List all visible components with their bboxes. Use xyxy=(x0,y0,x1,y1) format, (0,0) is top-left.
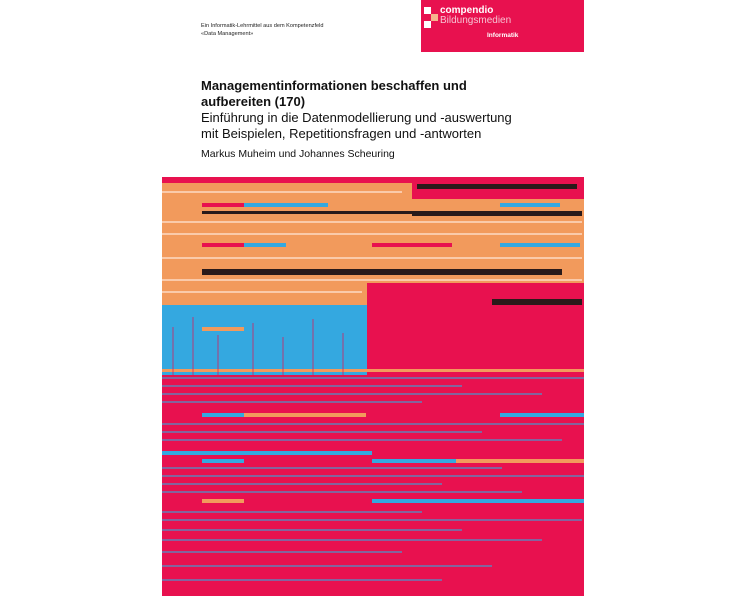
series-line-2: «Data Management» xyxy=(201,31,254,37)
series-line-1: Ein Informatik-Lehrmittel aus dem Kompetenzfeld xyxy=(201,23,324,29)
publisher-block xyxy=(421,0,584,52)
title-line-2: aufbereiten (170) xyxy=(201,94,306,109)
cover-artwork xyxy=(162,177,584,596)
publisher-category: Informatik xyxy=(487,32,519,39)
publisher-name-bold: compendio xyxy=(440,5,494,16)
authors: Markus Muheim und Johannes Scheuring xyxy=(201,148,395,160)
series-note xyxy=(201,22,324,38)
title-line-3: Einführung in die Datenmodellierung und -auswertung xyxy=(201,110,512,125)
title-line-1: Managementinformationen beschaffen und xyxy=(201,78,467,93)
title-line-4: mit Beispielen, Repetitionsfragen und -antworten xyxy=(201,126,482,141)
publisher-subname: Bildungsmedien xyxy=(440,15,512,26)
book-cover xyxy=(162,0,584,596)
book-title xyxy=(201,78,581,142)
